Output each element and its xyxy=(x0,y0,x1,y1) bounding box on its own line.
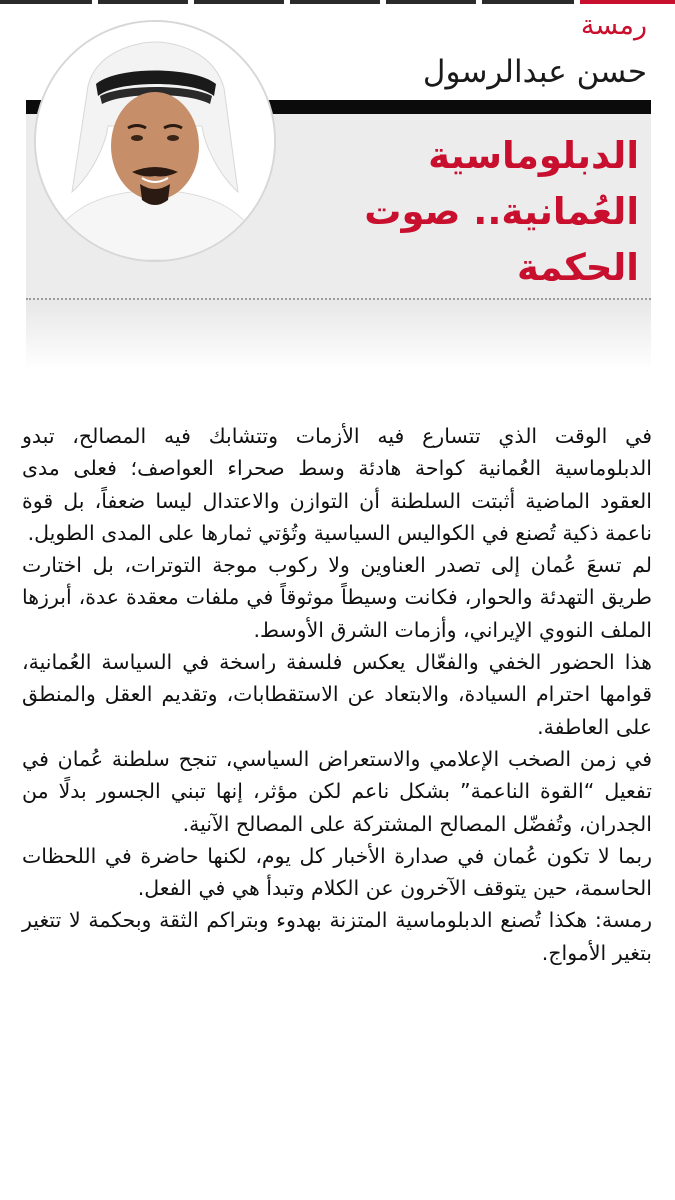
article-paragraph: ربما لا تكون عُمان في صدارة الأخبار كل يوم، لكنها حاضرة في اللحظات الحاسمة، حين يتوقف الآخرون عن الكلام وتبدأ هي في الفعل. xyxy=(22,843,652,901)
article-paragraph: هذا الحضور الخفي والفعّال يعكس فلسفة راسخة في السياسة العُمانية، قوامها احترام السيادة، والابتعاد عن الاستقطابات، وتقديم العقل والمنطق على العاطفة. xyxy=(22,650,652,739)
article-paragraph: رمسة: هكذا تُصنع الدبلوماسية المتزنة بهدوء وبتراكم الثقة وبحكمة لا تتغير بتغير الأمواج. xyxy=(22,908,652,965)
author-name: حسن عبدالرسول xyxy=(422,54,647,90)
author-photo xyxy=(34,20,276,262)
article-body xyxy=(22,420,652,969)
top-rule-segment xyxy=(98,0,188,4)
panel-fade xyxy=(26,300,651,370)
top-rule-segment xyxy=(290,0,380,4)
top-rule-segment xyxy=(0,0,92,4)
top-rule-segment xyxy=(482,0,574,4)
article-paragraph: لم تسعَ عُمان إلى تصدر العناوين ولا ركوب موجة التوترات، بل اختارت طريق التهدئة والحوار، فكانت وسيطاً موثوقاً في ملفات معقدة عدة، أبرزها الملف النووي الإيراني، وأزمات الشرق الأوسط. xyxy=(22,553,652,642)
section-label: رمسة xyxy=(580,10,647,41)
top-rule-segment xyxy=(386,0,476,4)
article-paragraph: في الوقت الذي تتسارع فيه الأزمات وتتشابك فيه المصالح، تبدو الدبلوماسية العُمانية كواحة هادئة وسط صحراء العواصف؛ فعلى مدى العقود الماضية أثبتت السلطنة أن التوازن والاعتدال ليسا ضعفاً، بل قوة ناعمة ذكية تُصنع في الكواليس السياسية وتُؤتي ثمارها على المدى الطويل. xyxy=(22,424,652,545)
top-rule-segment xyxy=(194,0,284,4)
top-rule-accent xyxy=(580,0,675,4)
article-title: الدبلوماسية العُمانية.. صوت الحكمة xyxy=(364,134,639,289)
article-paragraph: في زمن الصخب الإعلامي والاستعراض السياسي، تنجح سلطنة عُمان في تفعيل “القوة الناعمة” بشكل ناعم لكن مؤثر، إنها تبني الجسور بدلًا من الجدران، وتُفضّل المصالح المشتركة على المصالح الآنية. xyxy=(22,746,652,836)
top-rules xyxy=(0,0,675,5)
author-portrait-icon xyxy=(36,22,274,260)
